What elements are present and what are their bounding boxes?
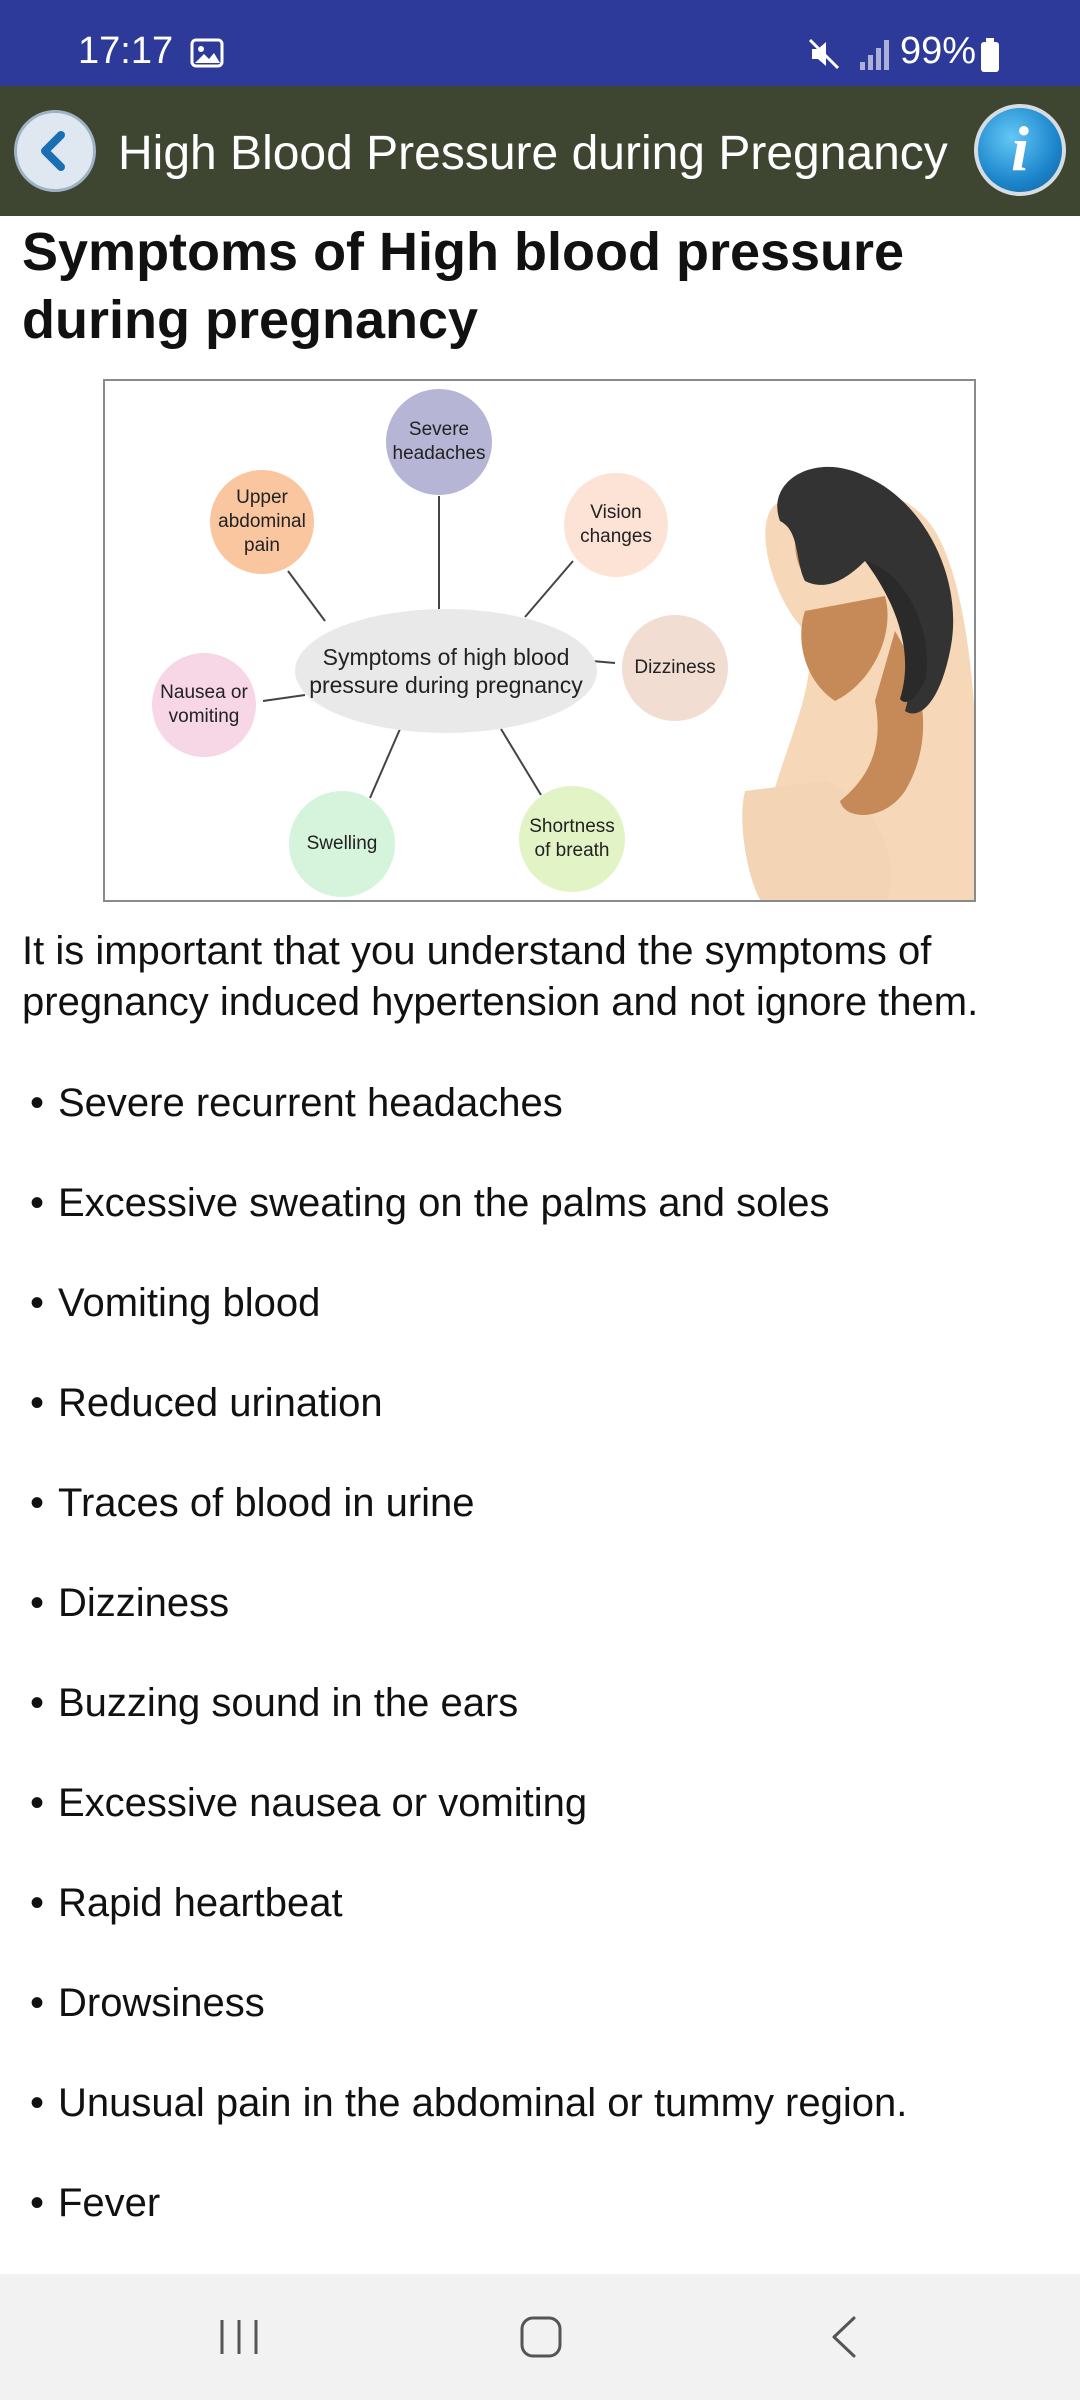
status-bar [0,0,1080,86]
node-upper-abdominal-pain-label: Upper abdominal pain [218,487,306,556]
list-item-text: Unusual pain in the abdominal or tummy region. [58,2081,908,2125]
list-item [30,2078,907,2128]
bullet-dot: • [30,1181,45,1225]
node-shortness-of-breath [519,786,625,892]
bullet-dot: • [30,2181,45,2225]
list-item [30,1778,587,1828]
list-item [30,1678,518,1728]
list-item [30,1978,265,2028]
list-item [30,1278,320,1328]
list-item [30,1878,343,1928]
back-icon[interactable] [826,2314,862,2360]
bullet-dot: • [30,1281,45,1325]
list-item-text: Traces of blood in urine [58,1481,475,1525]
bullet-dot: • [30,1481,45,1525]
diagram-center-label: Symptoms of high blood pressure during pregnancy [309,644,583,698]
app-title: High Blood Pressure during Pregnancy [118,127,948,180]
list-item-text: Reduced urination [58,1381,383,1425]
list-item-text: Excessive nausea or vomiting [58,1781,588,1825]
battery-percent: 99% [900,30,977,72]
info-icon: i [1011,113,1029,184]
list-item [30,1578,229,1628]
node-upper-abdominal-pain [210,470,314,574]
list-item-text: Drowsiness [58,1981,265,2025]
node-shortness-of-breath-label: Shortness of breath [529,816,615,861]
list-item-text: Fever [58,2181,161,2225]
signal-icon [856,36,892,72]
symptoms-diagram [103,379,976,902]
bullet-dot: • [30,1681,45,1725]
list-item [30,1378,383,1428]
node-swelling [289,791,395,897]
node-dizziness [622,615,728,721]
chevron-left-icon [17,113,93,189]
page-title: Symptoms of High blood pressure during pregnancy [22,222,905,350]
bullet-dot: • [30,1381,45,1425]
back-button[interactable] [14,110,96,192]
home-icon[interactable] [518,2314,564,2360]
recent-apps-icon[interactable] [214,2316,264,2358]
photo-icon [190,38,224,68]
list-item [30,1078,563,1128]
list-item [30,1478,475,1528]
node-vision-changes-label: Vision changes [580,502,652,547]
list-item-text: Buzzing sound in the ears [58,1681,519,1725]
diagram-center-node [295,609,597,733]
node-nausea-vomiting [152,653,256,757]
info-button[interactable] [974,104,1066,196]
bullet-dot: • [30,1781,45,1825]
node-swelling-label: Swelling [306,833,378,854]
list-item [30,1178,830,1228]
status-time: 17:17 [78,30,174,72]
node-severe-headaches [386,389,492,495]
bullet-dot: • [30,1081,45,1125]
battery-icon [980,38,1000,72]
node-nausea-vomiting-label: Nausea or vomiting [160,682,248,727]
bullet-dot: • [30,2081,45,2125]
app-bar [0,86,1080,216]
list-item-text: Rapid heartbeat [58,1881,343,1925]
intro-paragraph: It is important that you understand the symptoms of pregnancy induced hypertension and not ignore them. [22,929,979,1024]
list-item-text: Dizziness [58,1581,230,1625]
list-item-text: Severe recurrent headaches [58,1081,563,1125]
node-severe-headaches-label: Severe headaches [392,419,486,464]
bullet-dot: • [30,1581,45,1625]
list-item-text: Vomiting blood [58,1281,321,1325]
list-item-text: Excessive sweating on the palms and soles [58,1181,830,1225]
bullet-dot: • [30,1981,45,2025]
list-item [30,2178,160,2228]
mute-icon [806,36,842,72]
node-dizziness-label: Dizziness [634,657,716,678]
system-nav-bar [0,2274,1080,2400]
node-vision-changes [564,473,668,577]
bullet-dot: • [30,1881,45,1925]
pregnant-woman-illustration [742,467,976,902]
